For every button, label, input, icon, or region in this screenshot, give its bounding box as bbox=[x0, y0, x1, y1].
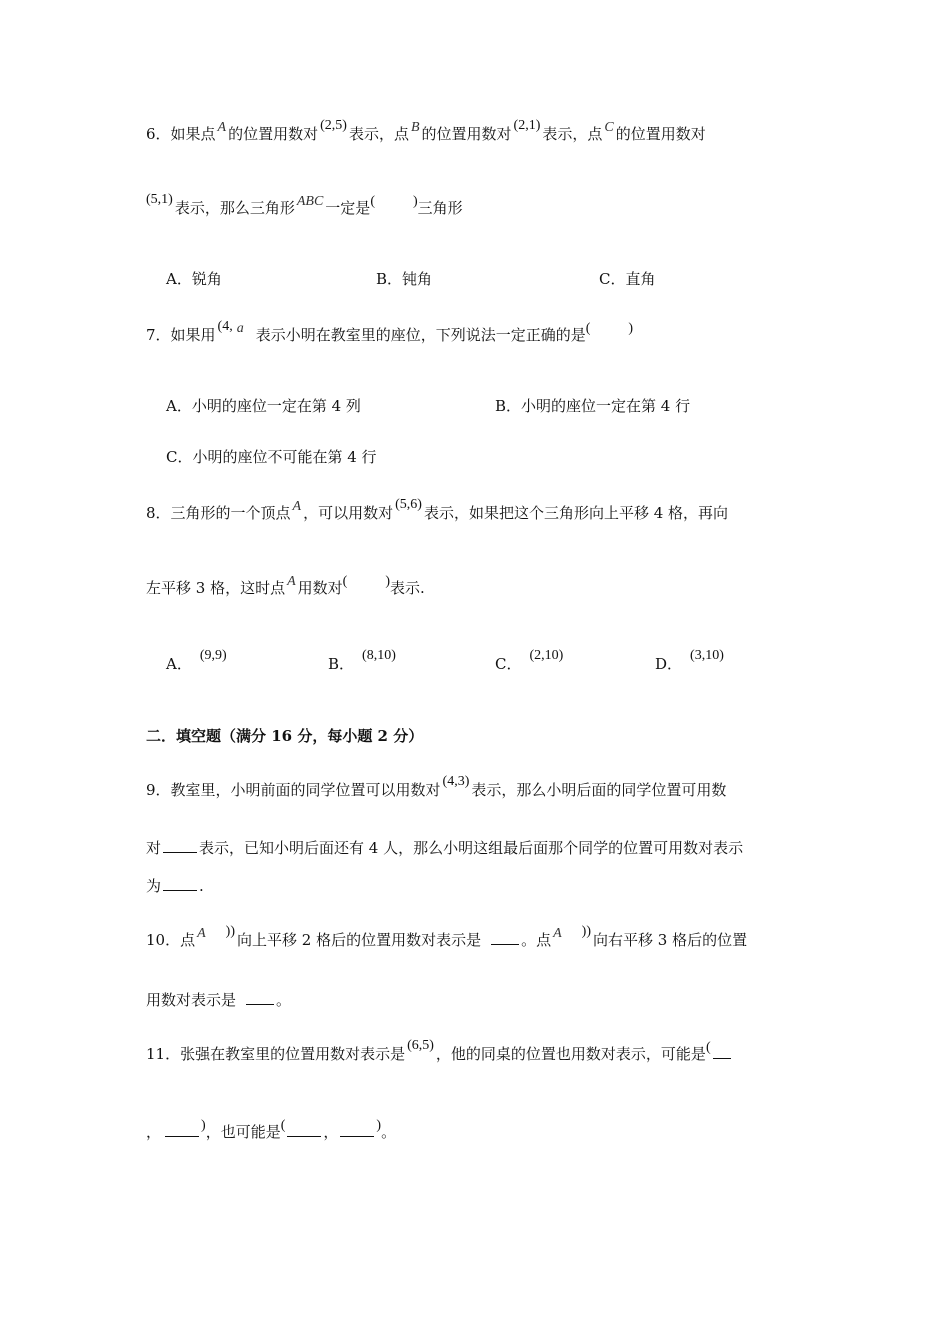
q10-text: 。点 bbox=[521, 931, 552, 949]
point-a-label: A bbox=[217, 120, 227, 135]
answer-paren-close: ) bbox=[376, 1118, 382, 1133]
q10-text: 向上平移 2 格后的位置用数对表示是 bbox=[236, 931, 482, 949]
q9-text: 9．教室里，小明前面的同学位置可以用数对 bbox=[146, 781, 441, 799]
q8-text: ，可以用数对 bbox=[303, 504, 394, 522]
q11-pair: (6,5) bbox=[407, 1038, 434, 1053]
q10-text: 。 bbox=[276, 991, 292, 1009]
q7-text: 表示小明在教室里的座位，下列说法一定正确的是 bbox=[255, 326, 586, 344]
q6-text: 表示，点 bbox=[542, 125, 603, 143]
q7-option-a: A．小明的座位一定在第 4 列 bbox=[166, 397, 361, 415]
q8-option-value: (8,10) bbox=[362, 648, 396, 663]
q8-line2 bbox=[146, 574, 425, 600]
q6-text: 表示，点 bbox=[348, 125, 409, 143]
q6-line1 bbox=[146, 118, 706, 146]
q10-text: 向右平移 3 格后的位置 bbox=[592, 931, 748, 949]
q11-text: 11．张强在教室里的位置用数对表示是 bbox=[146, 1045, 406, 1063]
q8-pair: (5,6) bbox=[395, 497, 422, 512]
q8-option-b: B． (8,10) bbox=[328, 648, 396, 673]
q11-line2 bbox=[146, 1118, 397, 1144]
answer-paren-open: ( bbox=[705, 1040, 711, 1055]
q8-option-value: (9,9) bbox=[199, 648, 227, 663]
q6-text: 一定是 bbox=[325, 199, 371, 217]
answer-paren-close: ) bbox=[628, 321, 634, 336]
answer-blank[interactable] bbox=[491, 930, 519, 945]
q8-text: 表示. bbox=[390, 579, 425, 597]
answer-paren-close: ) bbox=[201, 1118, 206, 1133]
q11-text: ，他的同桌的位置也用数对表示，可能是 bbox=[435, 1045, 706, 1063]
q9-line3 bbox=[146, 876, 204, 896]
answer-blank[interactable] bbox=[287, 1122, 321, 1137]
q6-option-b: B．钝角 bbox=[376, 270, 433, 288]
q7-pair: (4, bbox=[217, 319, 233, 334]
q6-line2 bbox=[146, 192, 463, 220]
q6-text: 的位置用数对 bbox=[228, 125, 319, 143]
answer-blank[interactable] bbox=[340, 1122, 374, 1137]
q10-line2 bbox=[146, 990, 291, 1010]
point-a-label: A bbox=[197, 926, 206, 941]
q11-text: 。 bbox=[381, 1123, 397, 1141]
pair-a: (2,5) bbox=[320, 118, 347, 133]
q8-line1 bbox=[146, 497, 729, 525]
q6-text: 的位置用数对 bbox=[615, 125, 706, 143]
answer-paren-close: ) bbox=[385, 574, 391, 589]
q10-text: 用数对表示是 bbox=[146, 991, 237, 1009]
q8-option-a: A． (9,9) bbox=[166, 648, 227, 673]
answer-blank[interactable] bbox=[163, 838, 197, 853]
answer-paren-close: ) bbox=[412, 194, 418, 209]
q8-option-value: (2,10) bbox=[529, 648, 564, 663]
q6-text: 表示，那么三角形 bbox=[174, 199, 295, 217]
q9-pair: (4,3) bbox=[442, 774, 470, 789]
pair-c: (5,1) bbox=[146, 192, 173, 207]
q6-option-c: C．直角 bbox=[599, 270, 656, 288]
q6-option-a: A．锐角 bbox=[166, 270, 222, 288]
q11-text: ，也可能是 bbox=[205, 1123, 281, 1141]
q10-text: 10．点 bbox=[146, 931, 196, 949]
q7-line1 bbox=[146, 319, 634, 347]
point-c-label: C bbox=[604, 120, 614, 135]
q9-line2 bbox=[146, 838, 743, 858]
q7-var: a bbox=[236, 321, 244, 336]
q7-option-c: C．小明的座位不可能在第 4 行 bbox=[166, 448, 377, 466]
q9-text: 表示，那么小明后面的同学位置可用数 bbox=[471, 781, 727, 799]
q8-text: 用数对 bbox=[297, 579, 343, 597]
pair-b: (2,1) bbox=[513, 118, 541, 133]
q6-text: 三角形 bbox=[417, 199, 463, 217]
q6-text: 6．如果点 bbox=[146, 125, 216, 143]
triangle-label: ABC bbox=[296, 194, 324, 209]
point-b-label: B bbox=[410, 120, 420, 135]
q8-text: 左平移 3 格，这时点 bbox=[146, 579, 286, 597]
point-a-label: A bbox=[287, 574, 296, 589]
q9-line1 bbox=[146, 774, 727, 802]
q9-text: 对 bbox=[146, 839, 162, 857]
answer-blank[interactable] bbox=[163, 876, 197, 891]
point-a-label: A bbox=[553, 926, 562, 941]
answer-blank[interactable] bbox=[246, 990, 274, 1005]
q8-option-c: C． (2,10) bbox=[495, 648, 564, 673]
q8-option-value: (3,10) bbox=[690, 648, 724, 663]
answer-paren-open: ( bbox=[280, 1118, 286, 1133]
q8-text: 表示，如果把这个三角形向上平移 4 格，再向 bbox=[423, 504, 729, 522]
q8-option-d: D． (3,10) bbox=[655, 648, 724, 673]
q10-pair-fragment: )) bbox=[225, 924, 235, 939]
q8-text: 8．三角形的一个顶点 bbox=[146, 504, 291, 522]
answer-paren-open: ( bbox=[342, 574, 348, 589]
q9-text: . bbox=[199, 877, 204, 895]
q11-line1 bbox=[146, 1038, 733, 1066]
section-heading: 二．填空题（满分 16 分，每小题 2 分） bbox=[146, 727, 424, 745]
q6-text: 的位置用数对 bbox=[421, 125, 512, 143]
answer-blank[interactable] bbox=[713, 1044, 731, 1059]
answer-blank[interactable] bbox=[165, 1122, 199, 1137]
q11-text: ， bbox=[146, 1123, 162, 1141]
q10-line1 bbox=[146, 924, 748, 952]
q9-text: 表示，已知小明后面还有 4 人，那么小明这组最后面那个同学的位置可用数对表示 bbox=[199, 839, 744, 857]
answer-paren-open: ( bbox=[370, 194, 375, 209]
q10-pair-fragment: )) bbox=[581, 924, 591, 939]
point-a-label: A bbox=[292, 499, 302, 514]
q7-text: 7．如果用 bbox=[146, 326, 216, 344]
answer-paren-open: ( bbox=[585, 321, 591, 336]
q9-text: 为 bbox=[146, 877, 162, 895]
q11-text: ， bbox=[323, 1123, 339, 1141]
q7-option-b: B．小明的座位一定在第 4 行 bbox=[495, 397, 691, 415]
